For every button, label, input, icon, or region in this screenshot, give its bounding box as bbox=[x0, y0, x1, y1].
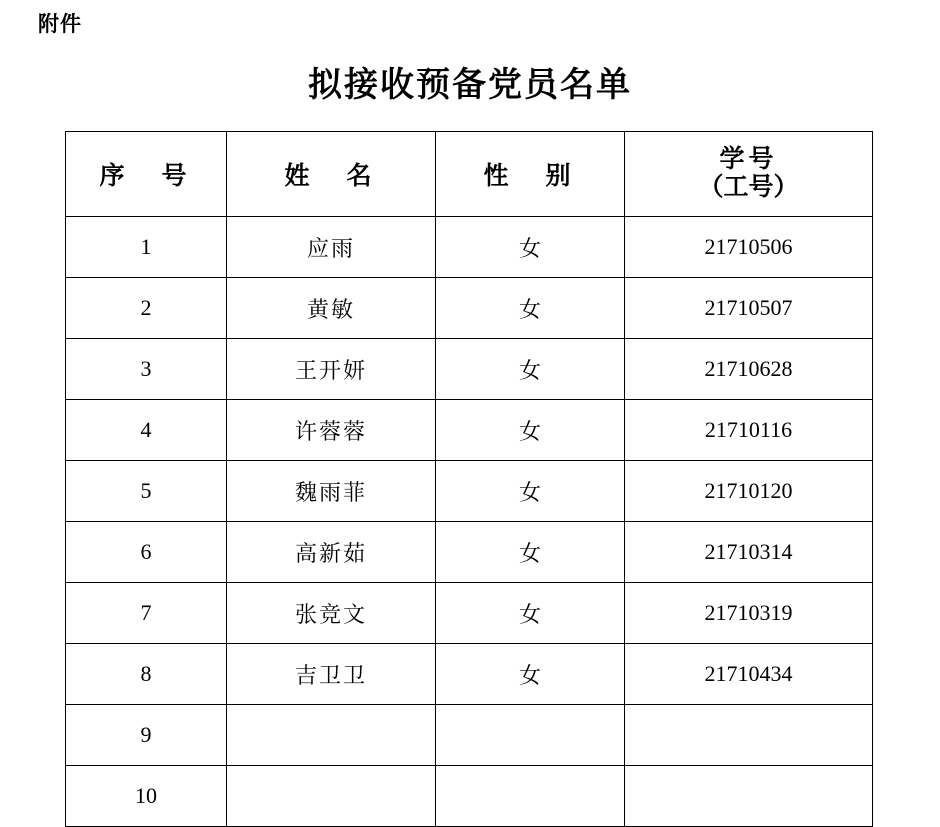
column-header-student-id-line1: 学号 bbox=[719, 146, 778, 173]
cell-name: 张竞文 bbox=[227, 583, 436, 644]
cell-gender bbox=[436, 705, 625, 766]
cell-gender: 女 bbox=[436, 644, 625, 705]
cell-index: 1 bbox=[66, 217, 227, 278]
cell-index: 7 bbox=[66, 583, 227, 644]
table-row bbox=[66, 644, 873, 705]
cell-student-id: 21710319 bbox=[625, 583, 873, 644]
cell-gender: 女 bbox=[436, 461, 625, 522]
cell-student-id bbox=[625, 766, 873, 827]
table-header bbox=[66, 132, 873, 217]
table-row bbox=[66, 339, 873, 400]
cell-index: 6 bbox=[66, 522, 227, 583]
column-header-name: 姓 名 bbox=[227, 132, 436, 217]
cell-gender: 女 bbox=[436, 339, 625, 400]
table-row bbox=[66, 217, 873, 278]
cell-name: 高新茹 bbox=[227, 522, 436, 583]
table-row bbox=[66, 705, 873, 766]
roster-table-container bbox=[65, 131, 870, 827]
attachment-label: 附件 bbox=[38, 13, 82, 36]
cell-name: 许蓉蓉 bbox=[227, 400, 436, 461]
cell-index: 8 bbox=[66, 644, 227, 705]
cell-student-id bbox=[625, 705, 873, 766]
table-body bbox=[66, 217, 873, 827]
table-header-row bbox=[66, 132, 873, 217]
cell-student-id: 21710434 bbox=[625, 644, 873, 705]
cell-name bbox=[227, 705, 436, 766]
cell-index: 10 bbox=[66, 766, 227, 827]
table-row bbox=[66, 278, 873, 339]
table-row bbox=[66, 766, 873, 827]
cell-gender: 女 bbox=[436, 400, 625, 461]
cell-student-id: 21710628 bbox=[625, 339, 873, 400]
cell-student-id: 21710314 bbox=[625, 522, 873, 583]
cell-name: 黄敏 bbox=[227, 278, 436, 339]
cell-student-id: 21710506 bbox=[625, 217, 873, 278]
column-header-gender: 性 别 bbox=[436, 132, 625, 217]
cell-gender: 女 bbox=[436, 583, 625, 644]
cell-gender: 女 bbox=[436, 278, 625, 339]
column-header-student-id-line2: （工号） bbox=[698, 174, 799, 201]
cell-student-id: 21710507 bbox=[625, 278, 873, 339]
roster-table bbox=[65, 131, 873, 827]
column-header-index: 序 号 bbox=[66, 132, 227, 217]
cell-name: 王开妍 bbox=[227, 339, 436, 400]
column-header-student-id bbox=[625, 132, 873, 217]
cell-index: 5 bbox=[66, 461, 227, 522]
cell-index: 2 bbox=[66, 278, 227, 339]
table-row bbox=[66, 522, 873, 583]
table-row bbox=[66, 461, 873, 522]
cell-index: 4 bbox=[66, 400, 227, 461]
cell-name: 应雨 bbox=[227, 217, 436, 278]
cell-name: 魏雨菲 bbox=[227, 461, 436, 522]
cell-student-id: 21710120 bbox=[625, 461, 873, 522]
cell-index: 3 bbox=[66, 339, 227, 400]
cell-gender: 女 bbox=[436, 217, 625, 278]
page-title: 拟接收预备党员名单 bbox=[308, 67, 632, 104]
cell-name bbox=[227, 766, 436, 827]
table-row bbox=[66, 400, 873, 461]
cell-student-id: 21710116 bbox=[625, 400, 873, 461]
cell-gender: 女 bbox=[436, 522, 625, 583]
cell-index: 9 bbox=[66, 705, 227, 766]
cell-gender bbox=[436, 766, 625, 827]
table-row bbox=[66, 583, 873, 644]
cell-name: 吉卫卫 bbox=[227, 644, 436, 705]
